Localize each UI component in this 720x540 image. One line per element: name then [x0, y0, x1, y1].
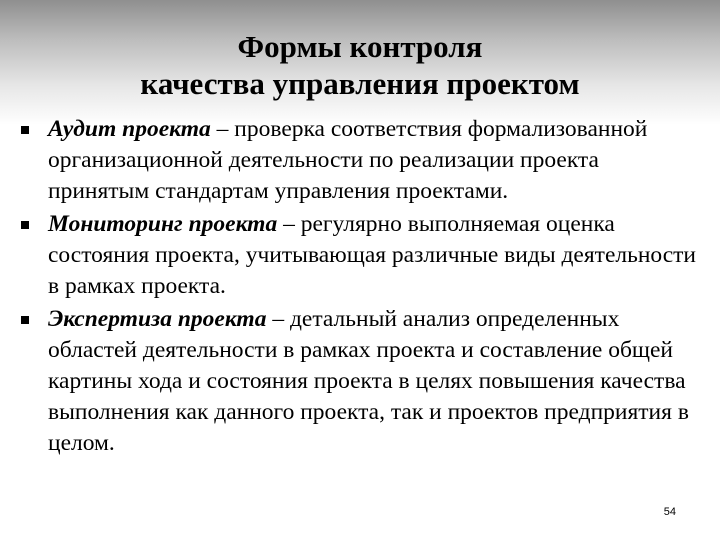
square-bullet-icon	[21, 126, 29, 134]
bullet-item-monitoring	[20, 209, 700, 302]
bullet-text: – регулярно выполняемая оценка состояния проекта, учитывающая различные виды деятельности в рамках проекта.	[48, 211, 697, 299]
bullet-text: – проверка соответствия формализованной организационной деятельности по реализации проекта принятым стандартам управления проектами.	[48, 116, 648, 204]
bullet-term: Экспертиза проекта	[48, 306, 267, 332]
title-line-2: качества управления проектом	[140, 66, 580, 101]
bullet-term: Аудит проекта	[48, 116, 211, 142]
bullet-item-expertise	[20, 304, 700, 459]
title-line-1: Формы контроля	[237, 29, 483, 64]
bullet-list	[20, 114, 700, 461]
bullet-text: – детальный анализ определенных областей деятельности в рамках проекта и составление общей картины хода и состояния проекта в целях повышения качества выполнения как данного проекта, так и проектов предприятия в целом.	[48, 306, 689, 456]
slide-title	[60, 28, 660, 102]
square-bullet-icon	[21, 221, 29, 229]
bullet-term: Мониторинг проекта	[48, 211, 278, 237]
square-bullet-icon	[21, 316, 29, 324]
page-number: 54	[663, 506, 676, 518]
bullet-item-audit	[20, 114, 700, 207]
